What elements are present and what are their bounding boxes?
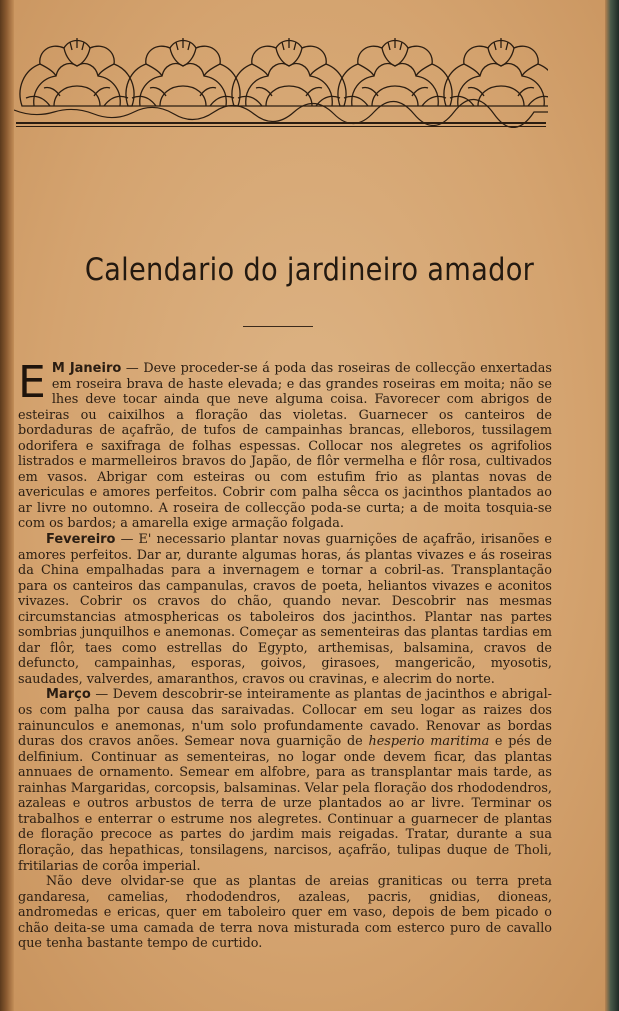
section-text: Não deve olvidar-se que as plantas de areias graniticas ou terra preta gandaresa, camelias, rhododendros, azaleas, pacris, gnidias, dioneas, andromedas e ericas, quer em taboleiro quer em vaso, depois de bem picado o chão deita-se uma camada de terra nova misturada com esterco puro de cavallo que tenha bastante tempo de curtido.: [18, 874, 552, 952]
section-marco: [18, 687, 552, 874]
binding-edge-right: [605, 0, 619, 1011]
section-text: e pés de delfinium. Continuar as sementeiras, no logar onde devem ficar, das plantas annuaes de ornamento. Semear em alfobre, para as transplantar mais tarde, as rainhas Margaridas, corcopsis, balsaminas. Velar pela floração dos rhododendros, azaleas e outros arbustos de terra de urze plantados ao ar livre. Terminar os trabalhos e enterrar o estrume nos alegretes. Continuar a guarnecer de plantas de floração precoce as partes do jardim mais reigadas. Tratar, durante a sua floração, das hepathicas, tonsilagens, narcisos, açafrão, tulipas duque de Tholi, fritilarias de corôa imperial.: [18, 734, 552, 874]
dropcap: E: [18, 357, 46, 408]
article-body: [18, 357, 552, 952]
section-janeiro: [18, 357, 552, 532]
section-text: — Devem descobrir-se inteiramente as plantas de jacinthos e abrigal-os com palha por causa das saraivadas. Collocar em seu logar as raizes dos rainunculos e anemonas, n'um solo profundamente cavado. Renovar as bordas duras dos cravos anões. Semear nova guarnição de: [18, 687, 552, 750]
section-text: — E' necessario plantar novas guarnições de açafrão, irisanões e amores perfeitos. Dar ar, durante algumas horas, ás plantas vivazes e ás roseiras da China empalhadas para a invernagem e tornar a cobril-as. Transplantação para os canteiros das campanulas, cravos de poeta, heliantos vivazes e aconitos vivazes. Cobrir os cravos do chão, quando nevar. Descobrir nas mesmas circumstancias atmosphericas os taboleiros dos jacinthos. Plantar nas partes sombrias junquilhos e anemonas. Começar as sementeiras das plantas tardias em dar flôr, taes como estrellas do Egypto, arthemisas, balsamina, cravos de defuncto, campainhas, esporas, goivos, girasoes, mangericão, myosotis, saudades, valverdes, amaranthos, cravos ou cravinas, e alecrim do norte.: [18, 532, 552, 687]
binding-edge-left: [0, 0, 14, 1011]
lotus-flower-border: [14, 28, 548, 128]
section-note: [18, 874, 552, 952]
month-label: Fevereiro: [46, 532, 116, 548]
section-fevereiro: [18, 532, 552, 687]
title-rule: [243, 326, 313, 327]
section-text: — Deve proceder-se á poda das roseiras de collecção enxertadas em roseira brava de haste elevada; e das grandes roseiras em moita; não se lhes deve tocar ainda que neve alguma coisa. Favorecer com abrigos de esteiras ou caixilhos a floração das violetas. Guarnecer os canteiros de bordaduras de açafrão, de tufos de campainhas brancas, elleboros, tussilagem odorifera e saxifraga de folhas espessas. Collocar nos alegretes os agrifolios listrados e marmelleiros bravos do Japão, de flôr vermelha e flôr rosa, cultivados em vasos. Abrigar com esteiras ou com estufim frio as plantas novas de avericulas e amores perfeitos. Cobrir com palha sêcca os jacinthos plantados ao ar livre no outomno. A roseira de collecção poda-se curta; a de moita tosquia-se com os bardos; a amarella exige armação folgada.: [18, 361, 552, 532]
page-title: Calendario do jardineiro amador: [84, 252, 535, 288]
month-label: M Janeiro: [51, 361, 122, 376]
section-text-italic: hesperio maritima: [368, 734, 490, 750]
month-label: Março: [46, 687, 91, 703]
